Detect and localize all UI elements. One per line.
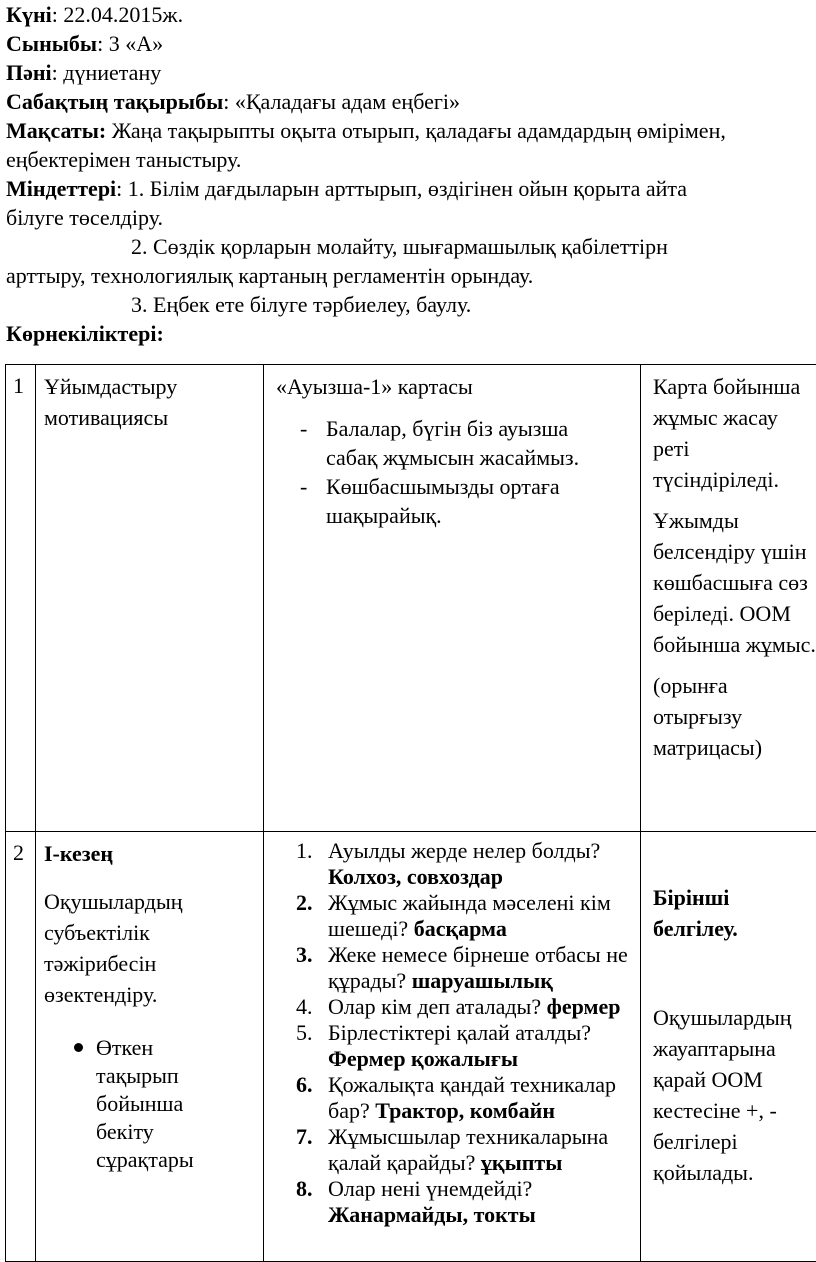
topic-label: Сабақтың тақырыбы bbox=[6, 89, 223, 114]
topic-value: «Қаладағы адам еңбегі» bbox=[229, 89, 460, 114]
notes-cell bbox=[641, 365, 816, 832]
question-number: 6. bbox=[296, 1072, 313, 1098]
stage-text: Оқушылардың субъектілік тәжірибесін өзектендіру. bbox=[36, 868, 214, 1010]
dash-marker: - bbox=[300, 472, 307, 501]
notes-cell bbox=[641, 832, 816, 1262]
answer-text: шаруашылық bbox=[412, 968, 553, 993]
question-text: Қожалықта қандай техникалар бар? bbox=[328, 1072, 616, 1123]
question-number: 8. bbox=[296, 1176, 313, 1202]
item-text: Балалар, бүгін біз ауызша сабақ жұмысын жасаймыз. bbox=[326, 416, 579, 470]
date-line: Күні: 22.04.2015ж. bbox=[6, 0, 816, 29]
task-3: 3. Еңбек ете білуге тәрбиелеу, баулу. bbox=[6, 290, 816, 319]
activity-cell bbox=[264, 365, 641, 832]
date-value: 22.04.2015ж. bbox=[58, 2, 183, 27]
row-number: 1 bbox=[6, 365, 36, 832]
dash-list bbox=[264, 414, 640, 530]
class-line: Сыныбы: 3 «А» bbox=[6, 29, 816, 58]
question-item bbox=[264, 1020, 633, 1072]
question-text: Олар нені үнемдейді? bbox=[328, 1176, 532, 1201]
question-number: 4. bbox=[296, 994, 313, 1020]
class-label: Сыныбы bbox=[6, 31, 97, 56]
question-text: Жұмыс жайында мәселені кім шешеді? bbox=[328, 890, 611, 941]
stage-text: Ұйымдастыру мотивациясы bbox=[36, 365, 263, 433]
bullet-list bbox=[36, 1034, 263, 1174]
list-item bbox=[264, 414, 616, 472]
card-title: «Ауызша-1» картасы bbox=[264, 365, 640, 402]
questions-cell bbox=[264, 832, 641, 1262]
task-2b: арттыру, технологиялық картаның регламентін орындау. bbox=[6, 261, 816, 290]
class-value: 3 «А» bbox=[103, 31, 163, 56]
note-title: Бірінші белгілеу. bbox=[641, 832, 783, 944]
list-item bbox=[36, 1034, 206, 1174]
note-1: Карта бойынша жұмыс жасау реті түсіндіріледі. bbox=[641, 365, 803, 495]
visuals-label: Көрнекіліктері: bbox=[6, 321, 164, 346]
tasks-line: Міндеттері: 1. Білім дағдыларын арттырып, өздігінен ойын қорыта айта bbox=[6, 174, 816, 203]
question-item bbox=[264, 1124, 633, 1176]
note-3: (орынға отырғызу матрицасы) bbox=[641, 660, 793, 763]
stage-title: I-кезең bbox=[36, 832, 263, 868]
date-label: Күні bbox=[6, 2, 52, 27]
question-number: 5. bbox=[296, 1020, 313, 1046]
answer-text: Трактор, комбайн bbox=[375, 1098, 555, 1123]
table-row bbox=[6, 365, 816, 832]
goal-line-2: еңбектерімен таныстыру. bbox=[6, 145, 816, 174]
answer-text: ұқыпты bbox=[481, 1150, 563, 1175]
visuals-line bbox=[6, 319, 816, 348]
question-item bbox=[264, 942, 633, 994]
bullet-text: Өткен тақырып бойынша бекіту сұрақтары bbox=[96, 1035, 194, 1172]
question-text: Жұмысшылар техникаларына қалай қарайды? bbox=[328, 1124, 608, 1175]
question-text: Олар кім деп аталады? bbox=[328, 994, 547, 1019]
lesson-plan-table bbox=[5, 364, 816, 1262]
task-1a: 1. Білім дағдыларын арттырып, өздігінен ойын қорыта айта bbox=[122, 176, 687, 201]
tasks-label: Міндеттері bbox=[6, 176, 116, 201]
subject-value: дүниетану bbox=[58, 60, 161, 85]
answer-text: Колхоз, совхоздар bbox=[328, 864, 503, 889]
question-item bbox=[264, 890, 633, 942]
answer-text: фермер bbox=[547, 994, 621, 1019]
question-text: Ауылды жерде нелер болды? bbox=[328, 838, 600, 863]
question-item bbox=[264, 838, 633, 890]
row-number: 2 bbox=[6, 832, 36, 1262]
question-text: Бірлестіктері қалай аталды? bbox=[328, 1020, 591, 1045]
item-text: Көшбасшымызды ортаға шақырайық. bbox=[326, 474, 560, 528]
questions-list bbox=[264, 838, 640, 1228]
goal-label: Мақсаты: bbox=[6, 118, 106, 143]
question-item bbox=[264, 1176, 633, 1228]
task-2a: 2. Сөздік қорларын молайту, шығармашылық қабілеттірн bbox=[6, 232, 816, 261]
goal-value-1: Жаңа тақырыпты оқыта отырып, қаладағы адамдардың өмірімен, bbox=[106, 118, 726, 143]
lesson-header bbox=[6, 0, 816, 348]
answer-text: Жанармайды, токты bbox=[328, 1202, 536, 1227]
bullet-icon bbox=[74, 1043, 83, 1052]
question-item bbox=[264, 994, 633, 1020]
answer-text: басқарма bbox=[414, 916, 507, 941]
stage-cell bbox=[36, 365, 264, 832]
table-row bbox=[6, 832, 816, 1262]
list-item bbox=[264, 472, 616, 530]
question-item bbox=[264, 1072, 633, 1124]
stage-cell bbox=[36, 832, 264, 1262]
question-text: Жеке немесе бірнеше отбасы не құрады? bbox=[328, 942, 628, 993]
question-number: 1. bbox=[296, 838, 313, 864]
question-number: 2. bbox=[296, 890, 313, 916]
goal-line bbox=[6, 116, 816, 145]
topic-line: Сабақтың тақырыбы: «Қаладағы адам еңбегі» bbox=[6, 87, 816, 116]
note-text: Оқушылардың жауаптарына қарай ООМ кестесіне +, - белгілері қойылады. bbox=[641, 944, 813, 1188]
answer-text: Фермер қожалығы bbox=[328, 1046, 518, 1071]
subject-label: Пәні bbox=[6, 60, 52, 85]
question-number: 7. bbox=[296, 1124, 313, 1150]
dash-marker: - bbox=[300, 414, 307, 443]
note-2: Ұжымды белсендіру үшін көшбасшыға сөз беріледі. ООМ бойынша жұмыс. bbox=[641, 495, 816, 660]
question-number: 3. bbox=[296, 942, 313, 968]
task-1b: білуге төселдіру. bbox=[6, 203, 816, 232]
subject-line: Пәні: дүниетану bbox=[6, 58, 816, 87]
